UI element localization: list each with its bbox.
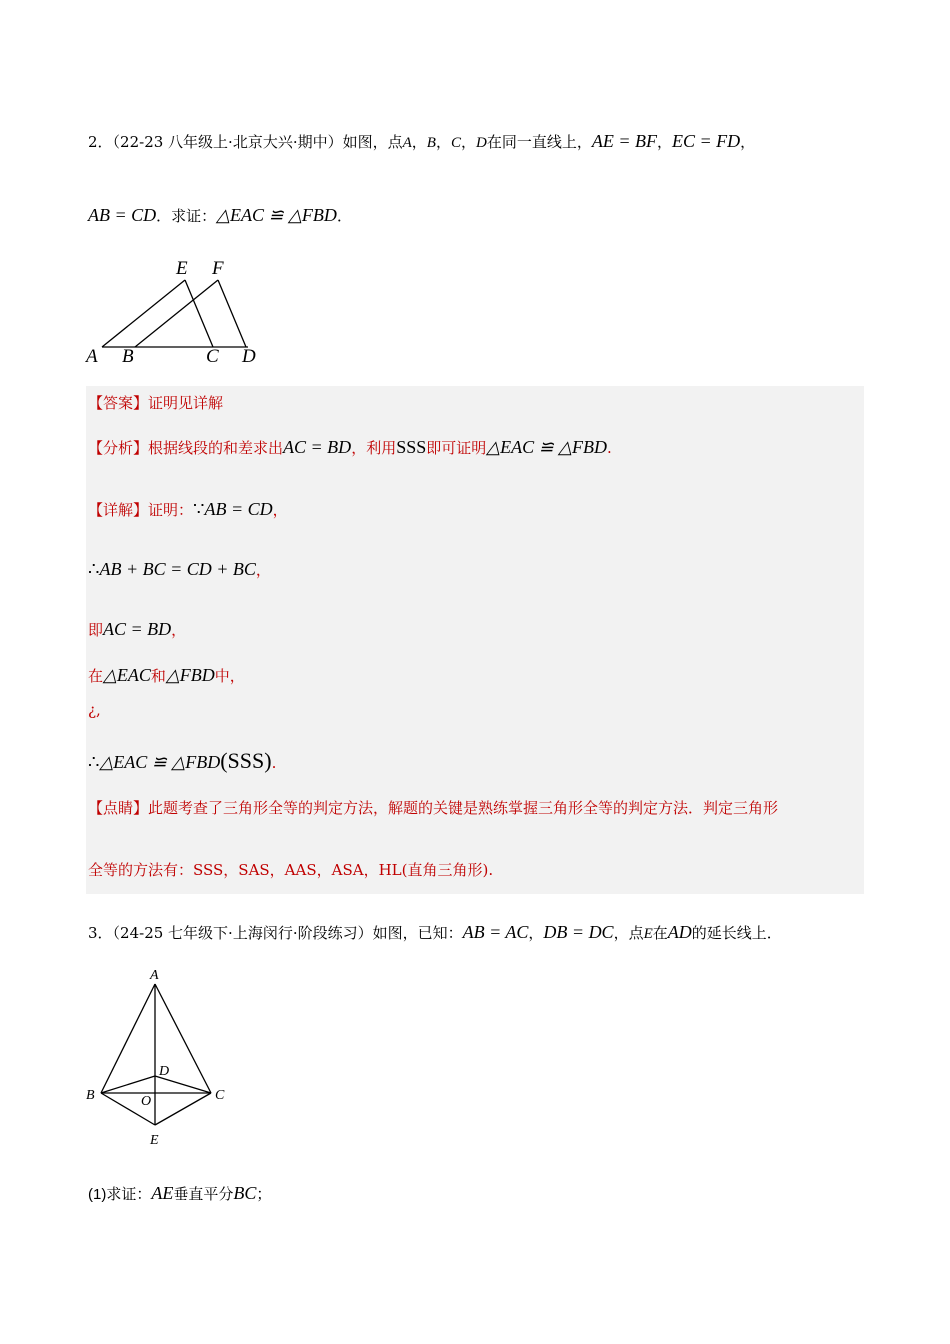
line-fd (218, 280, 246, 347)
q3-line1: 3．（24-25 七年级下·上海闵行·阶段练习）如图，已知：AB = AC，DB = DC，点E在AD的延长线上． (88, 922, 782, 942)
label-d: D (159, 1064, 170, 1079)
line-bf (135, 280, 218, 347)
label-a: A (86, 346, 98, 367)
label-b: B (86, 1088, 95, 1103)
q2-line2: AB = CD．求证：△EAC ≌ △FBD． (88, 205, 352, 225)
step3-line: 在△EAC和△FBD中， (88, 665, 245, 685)
line-bd (101, 1076, 155, 1093)
step4-line: ¿, (88, 701, 101, 719)
label-a: A (150, 968, 159, 983)
q2-line1: 2．（22-23 八年级上·北京大兴·期中）如图，点A，B，C，D在同一直线上，AE = BF，EC = FD， (88, 131, 756, 151)
tip-line1: 【点睛】此题考查了三角形全等的判定方法，解题的关键是熟练掌握三角形全等的判定方法．判定三角形 (88, 799, 779, 817)
analysis-line: 【分析】根据线段的和差求出AC = BD，利用SSS即可证明△EAC ≌ △FBD. (88, 437, 612, 457)
detail-line: 【详解】证明：∵AB = CD， (88, 499, 288, 520)
label-e: E (176, 258, 188, 279)
q2-figure (80, 252, 280, 372)
step2-line: 即AC = BD， (88, 619, 187, 639)
label-c: C (215, 1088, 225, 1103)
answer-line: 【答案】证明见详解 (88, 394, 224, 412)
line-ce (155, 1093, 211, 1125)
q3-figure (80, 962, 240, 1152)
tip-line2: 全等的方法有：SSS，SAS，AAS，ASA，HL(直角三角形). (88, 861, 494, 879)
step1-line: ∴AB + BC = CD + BC， (88, 559, 271, 580)
step5-line: ∴△EAC ≌ △FBD(SSS). (88, 748, 277, 773)
label-c: C (206, 346, 219, 367)
line-ab (101, 984, 155, 1093)
line-ec (185, 280, 213, 347)
q3-sub1: (1)求证：AE垂直平分BC； (88, 1183, 272, 1203)
line-ae (102, 280, 185, 347)
label-d: D (242, 346, 256, 367)
label-e: E (150, 1133, 159, 1148)
label-o: O (141, 1094, 152, 1109)
label-b: B (122, 346, 134, 367)
label-f: F (212, 258, 224, 279)
